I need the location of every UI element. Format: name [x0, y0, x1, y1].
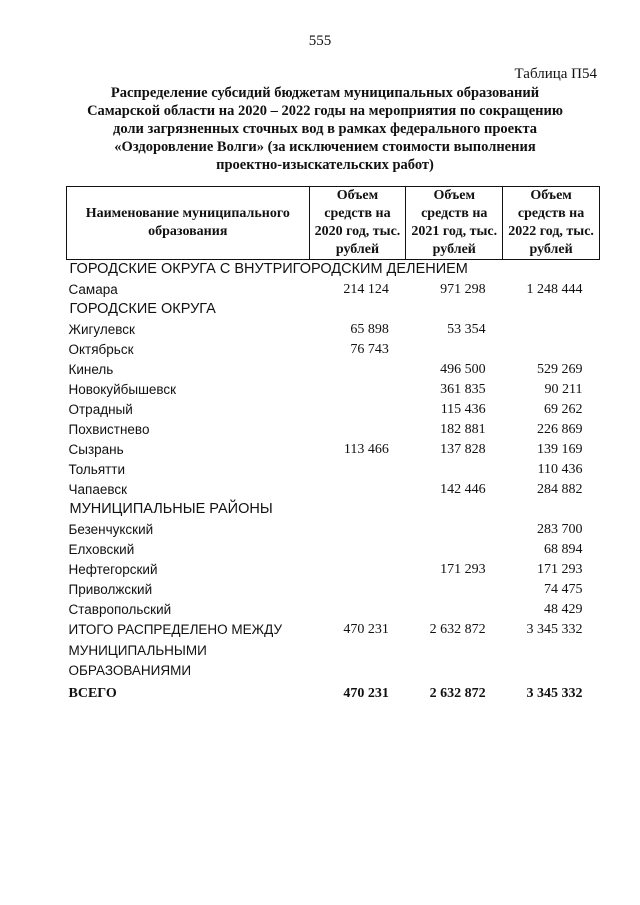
value-2022: 1 248 444 [526, 282, 583, 297]
total-label-line: ОБРАЗОВАНИЯМИ [68, 663, 192, 678]
municipality-name: Чапаевск [68, 482, 128, 497]
section-heading: ГОРОДСКИЕ ОКРУГА С ВНУТРИГОРОДСКИМ ДЕЛЕНИЕМ [69, 261, 468, 277]
value-2021: 971 298 [440, 282, 486, 297]
value-2021 [406, 580, 503, 600]
total-label-line: ИТОГО РАСПРЕДЕЛЕНО МЕЖДУ [68, 622, 283, 637]
value-2020: 113 466 [343, 442, 389, 457]
municipality-name: Сызрань [68, 442, 124, 457]
value-2022: 171 293 [537, 562, 583, 577]
value-2020 [309, 580, 406, 600]
municipality-name: Жигулевск [68, 322, 135, 337]
value-2021: 142 446 [440, 482, 486, 497]
grand-total-label: ВСЕГО [68, 685, 117, 701]
value-2020 [309, 380, 406, 400]
value-2022: 110 436 [537, 462, 583, 477]
value-2020 [309, 600, 406, 620]
municipality-name: Новокуйбышевск [68, 382, 177, 397]
value-2020: 214 124 [343, 282, 389, 297]
municipality-name: Елховский [68, 542, 135, 557]
value-2022: 48 429 [544, 602, 583, 617]
section-heading: ГОРОДСКИЕ ОКРУГА [69, 301, 216, 317]
table-row [67, 280, 600, 300]
section-row [67, 260, 600, 281]
table-row [67, 420, 600, 440]
table-row [67, 540, 600, 560]
section-heading: МУНИЦИПАЛЬНЫЕ РАЙОНЫ [69, 501, 273, 517]
total-distributed-row [67, 620, 600, 682]
title-line: доли загрязненных сточных вод в рамках федерального проекта [112, 121, 537, 137]
value-2021: 361 835 [440, 382, 486, 397]
value-2022 [503, 340, 600, 360]
value-2021: 496 500 [440, 362, 486, 377]
value-2022: 139 169 [537, 442, 583, 457]
value-2021: 137 828 [440, 442, 486, 457]
table-row [67, 320, 600, 340]
municipality-name: Приволжский [68, 582, 153, 597]
value-2022: 68 894 [544, 542, 583, 557]
value-2020 [309, 360, 406, 380]
value-2020 [309, 540, 406, 560]
value-2022: 90 211 [544, 382, 583, 397]
table-row [67, 340, 600, 360]
table-row [67, 360, 600, 380]
table-row [67, 560, 600, 580]
municipality-name: Безенчукский [68, 522, 154, 537]
value-2021: 182 881 [440, 422, 486, 437]
table-row [67, 580, 600, 600]
table-row [67, 400, 600, 420]
value-2020 [309, 400, 406, 420]
value-2021 [406, 600, 503, 620]
total-value-2020: 470 231 [343, 622, 389, 637]
header-2020: Объем средств на 2020 год, тыс. рублей [309, 187, 406, 260]
total-label-line: МУНИЦИПАЛЬНЫМИ [68, 642, 207, 658]
municipality-name: Ставропольский [68, 602, 172, 617]
subsidy-table [66, 186, 600, 704]
section-row [67, 500, 600, 520]
table-label: Таблица П54 [514, 66, 597, 82]
table-row [67, 440, 600, 460]
header-2021: Объем средств на 2021 год, тыс. рублей [406, 187, 503, 260]
municipality-name: Тольятти [68, 462, 126, 477]
value-2021 [406, 340, 503, 360]
table-row [67, 380, 600, 400]
value-2020: 76 743 [350, 342, 389, 357]
table-row [67, 600, 600, 620]
value-2022 [503, 320, 600, 340]
grand-total-2022: 3 345 332 [526, 685, 583, 701]
title-line: проектно-изыскательских работ) [216, 157, 434, 173]
municipality-name: Похвистнево [68, 422, 150, 437]
value-2021: 53 354 [447, 322, 486, 337]
value-2021: 115 436 [440, 402, 486, 417]
value-2020 [309, 480, 406, 500]
title-line: «Оздоровление Волги» (за исключением стоимости выполнения [114, 139, 536, 155]
table-header-row [67, 187, 600, 260]
municipality-name: Кинель [68, 362, 114, 377]
total-value-2021: 2 632 872 [429, 622, 486, 637]
municipality-name: Самара [68, 282, 118, 297]
title-line: Самарской области на 2020 – 2022 годы на мероприятия по сокращению [87, 103, 563, 119]
value-2022: 529 269 [537, 362, 583, 377]
grand-total-2020: 470 231 [343, 685, 389, 701]
value-2020 [309, 520, 406, 540]
grand-total-row [67, 682, 600, 704]
value-2021 [406, 460, 503, 480]
title-line: Распределение субсидий бюджетам муниципальных образований [110, 85, 540, 101]
value-2022: 226 869 [537, 422, 583, 437]
header-municipality: Наименование муниципального образования [67, 187, 310, 260]
value-2020 [309, 460, 406, 480]
header-2022: Объем средств на 2022 год, тыс. рублей [503, 187, 600, 260]
value-2022: 284 882 [537, 482, 583, 497]
value-2020 [309, 560, 406, 580]
value-2020 [309, 420, 406, 440]
value-2020: 65 898 [350, 322, 389, 337]
grand-total-2021: 2 632 872 [429, 685, 486, 701]
value-2021 [406, 520, 503, 540]
section-row [67, 300, 600, 320]
municipality-name: Нефтегорский [68, 562, 158, 577]
table-row [67, 520, 600, 540]
value-2022: 283 700 [537, 522, 583, 537]
value-2022: 74 475 [544, 582, 583, 597]
value-2022: 69 262 [544, 402, 583, 417]
document-title [60, 84, 590, 174]
table-row [67, 460, 600, 480]
value-2021 [406, 540, 503, 560]
page-number: 555 [308, 33, 332, 49]
total-distributed-label [67, 620, 310, 682]
total-value-2022: 3 345 332 [526, 622, 583, 637]
municipality-name: Отрадный [68, 402, 133, 417]
municipality-name: Октябрьск [68, 342, 134, 357]
table-row [67, 480, 600, 500]
value-2021: 171 293 [440, 562, 486, 577]
